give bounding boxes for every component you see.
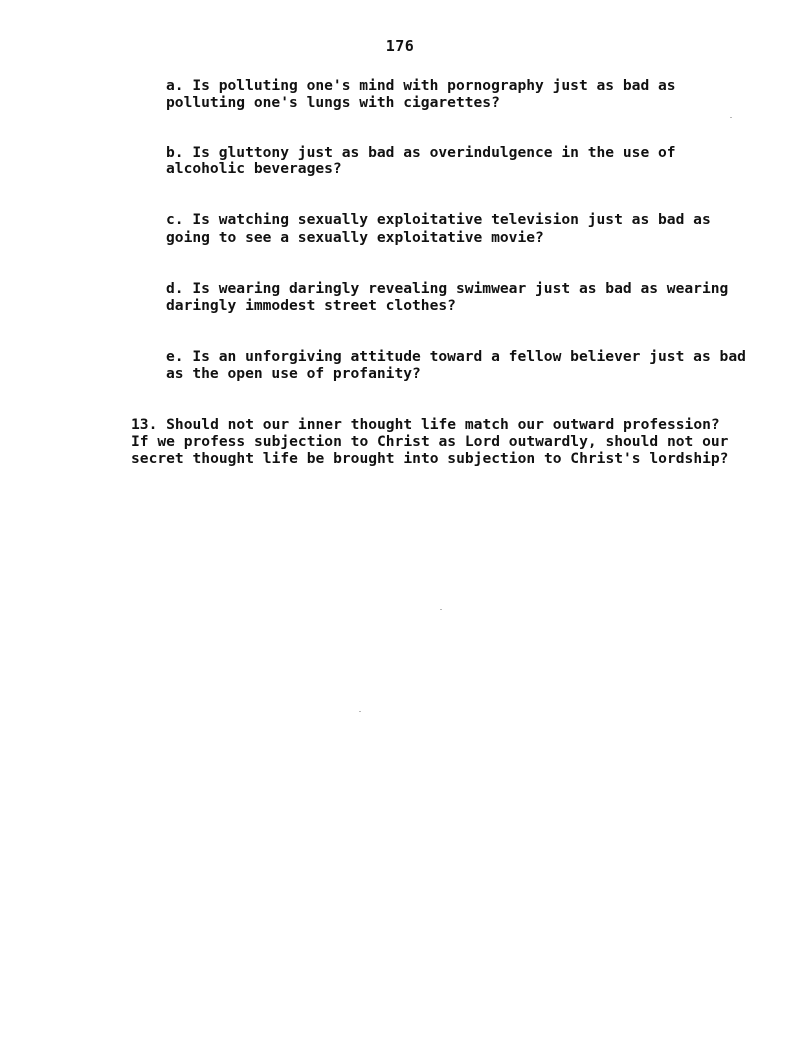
scan-speck [440, 609, 442, 610]
scan-speck [730, 117, 732, 118]
question-c-line-2: going to see a sexually exploitative movie? [166, 229, 544, 246]
question-e-line-1: e. Is an unforgiving attitude toward a fellow believer just as bad [166, 348, 746, 365]
question-d-line-2: daringly immodest street clothes? [166, 297, 456, 314]
question-13-line-1: 13. Should not our inner thought life match our outward profession? [131, 416, 720, 433]
question-d-line-1: d. Is wearing daringly revealing swimwear just as bad as wearing [166, 280, 729, 297]
question-13-line-2: If we profess subjection to Christ as Lord outwardly, should not our [131, 433, 729, 450]
question-b-line-2: alcoholic beverages? [166, 160, 342, 177]
page-number: 176 [385, 37, 415, 55]
question-b-line-1: b. Is gluttony just as bad as overindulgence in the use of [166, 144, 676, 161]
question-c-line-1: c. Is watching sexually exploitative television just as bad as [166, 211, 711, 228]
question-a-line-1: a. Is polluting one's mind with pornography just as bad as [166, 77, 676, 94]
question-13-line-3: secret thought life be brought into subjection to Christ's lordship? [131, 450, 729, 467]
question-e-line-2: as the open use of profanity? [166, 365, 421, 382]
scan-speck [359, 711, 361, 712]
question-a-line-2: polluting one's lungs with cigarettes? [166, 94, 500, 111]
